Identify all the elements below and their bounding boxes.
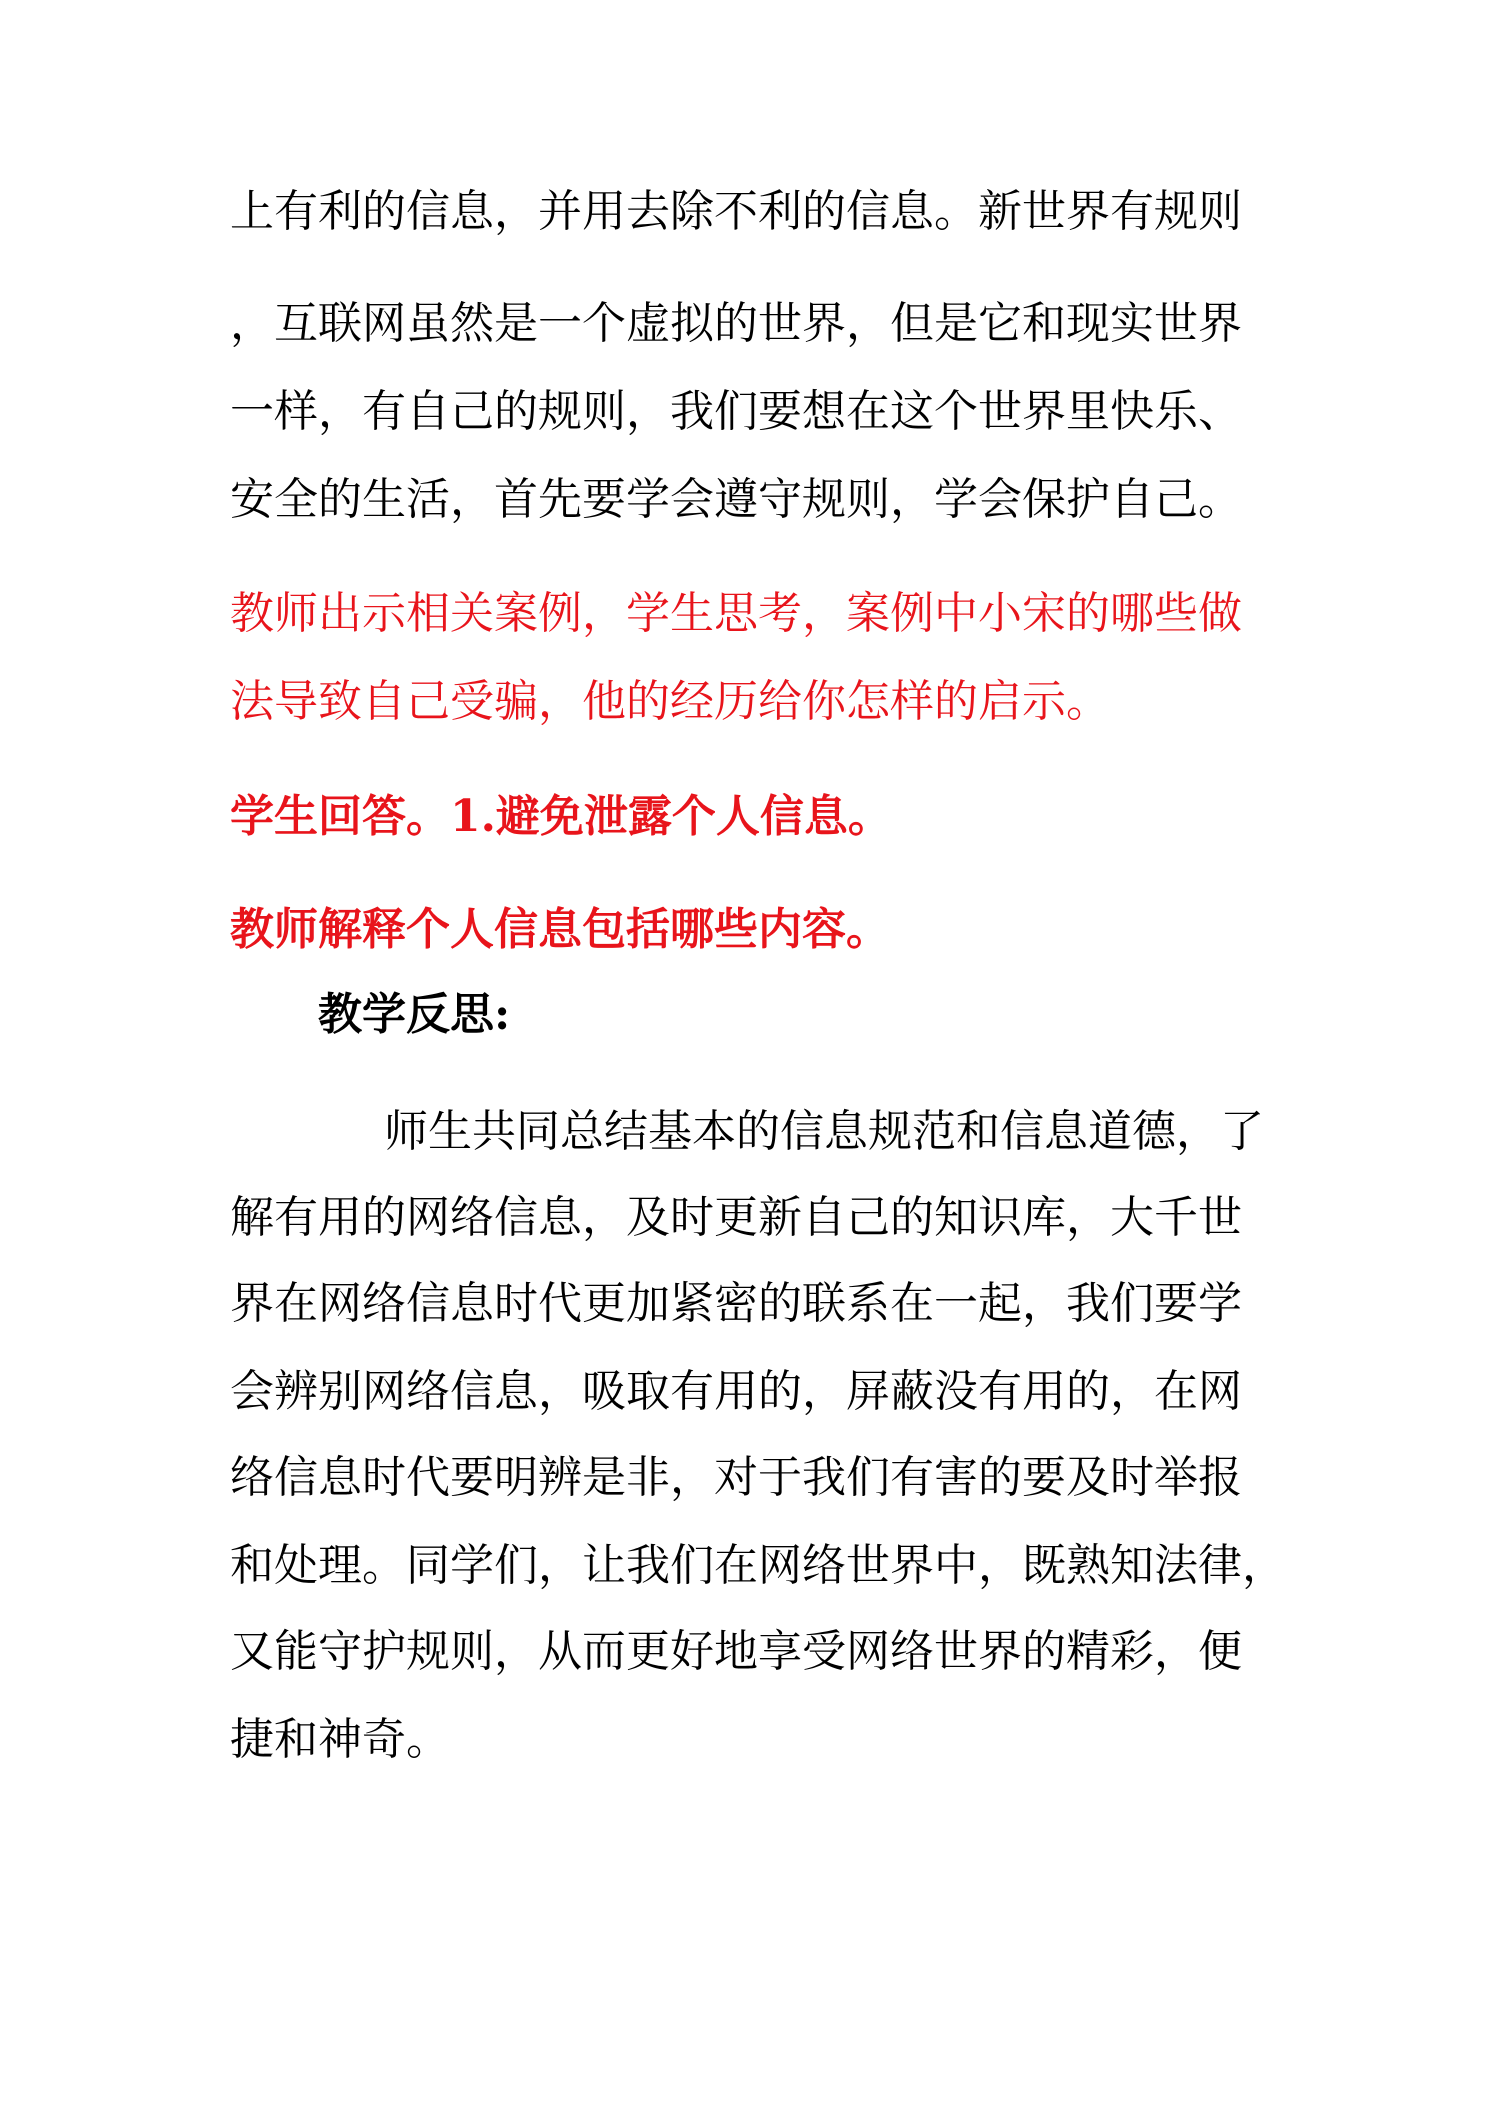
reflection-line: 捷和神奇。 (230, 1714, 450, 1765)
student-answer: 学生回答。1.避免泄露个人信息。 (230, 791, 892, 842)
reflection-line: 师生共同总结基本的信息规范和信息道德，了 (384, 1106, 1264, 1157)
reflection-line: 和处理。同学们，让我们在网络世界中，既熟知法律， (230, 1540, 1286, 1591)
paragraph-line: 一样，有自己的规则，我们要想在这个世界里快乐、 (230, 386, 1242, 437)
paragraph-line: ，互联网虽然是一个虚拟的世界，但是它和现实世界 (230, 298, 1242, 349)
reflection-line: 会辨别网络信息，吸取有用的，屏蔽没有用的，在网 (230, 1366, 1242, 1417)
paragraph-line: 安全的生活，首先要学会遵守规则，学会保护自己。 (230, 474, 1242, 525)
reflection-line: 又能守护规则，从而更好地享受网络世界的精彩，便 (230, 1626, 1242, 1677)
reflection-line: 界在网络信息时代更加紧密的联系在一起，我们要学 (230, 1278, 1242, 1329)
reflection-line: 解有用的网络信息，及时更新自己的知识库，大千世 (230, 1192, 1242, 1243)
reflection-heading: 教学反思: (318, 989, 511, 1040)
teacher-case-line: 教师出示相关案例，学生思考，案例中小宋的哪些做 (230, 588, 1242, 639)
teacher-case-line: 法导致自己受骗，他的经历给你怎样的启示。 (230, 676, 1110, 727)
teacher-explain: 教师解释个人信息包括哪些内容。 (230, 904, 890, 955)
reflection-line: 络信息时代要明辨是非，对于我们有害的要及时举报 (230, 1452, 1242, 1503)
paragraph-line: 上有利的信息，并用去除不利的信息。新世界有规则 (230, 186, 1242, 237)
